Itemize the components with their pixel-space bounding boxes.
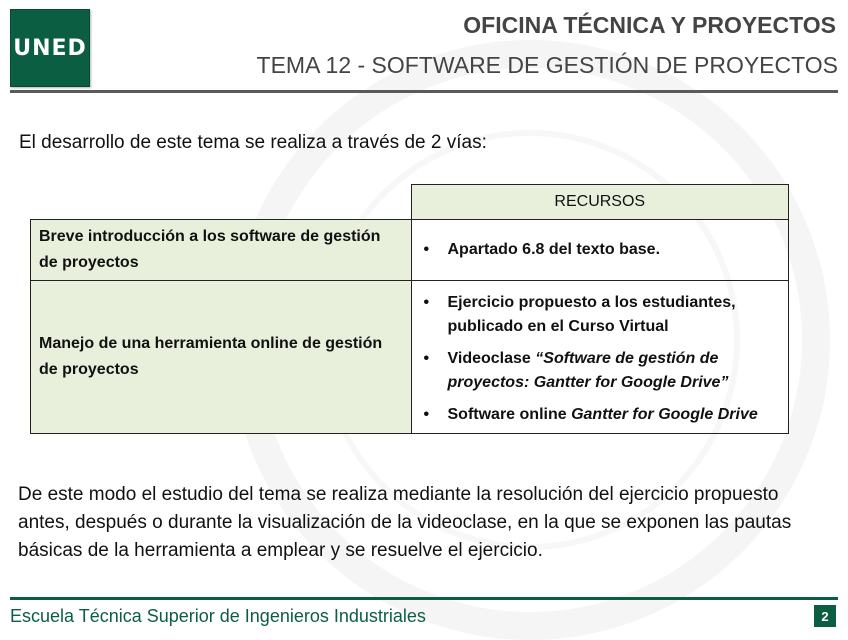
- topic-cell-tool: Manejo de una herramienta online de gestión de proyectos: [31, 281, 412, 434]
- header-title: OFICINA TÉCNICA Y PROYECTOS: [463, 12, 836, 38]
- table-corner: [31, 185, 412, 220]
- resource-item: • Videoclase “Software de gestión de proyectos: Gantter for Google Drive”: [448, 347, 781, 395]
- intro-text: El desarrollo de este tema se realiza a través de 2 vías:: [19, 132, 487, 153]
- resources-cell-tool: [411, 281, 789, 434]
- header-subtitle: TEMA 12 - SOFTWARE DE GESTIÓN DE PROYECTOS: [256, 52, 838, 78]
- resource-item: • Software online Gantter for Google Drive: [448, 403, 781, 427]
- topic-cell-intro: Breve introducción a los software de gestión de proyectos: [31, 220, 412, 281]
- resources-header: RECURSOS: [411, 185, 789, 220]
- header-divider: [10, 90, 838, 93]
- resources-table: [30, 184, 789, 434]
- uned-logo: UNED: [10, 9, 90, 87]
- body-paragraph: De este modo el estudio del tema se realiza mediante la resolución del ejercicio propuesto antes, después o durante la visualización de la videoclase, en la que se exponen las pautas básicas de la herramienta a emplear y se resuelve el ejercicio.: [18, 484, 792, 561]
- resource-item: • Ejercicio propuesto a los estudiantes, publicado en el Curso Virtual: [448, 291, 781, 339]
- footer-school: Escuela Técnica Superior de Ingenieros Industriales: [10, 606, 426, 626]
- resource-item: • Apartado 6.8 del texto base.: [448, 238, 781, 262]
- resources-cell-intro: [411, 220, 789, 281]
- footer-divider: [10, 597, 838, 600]
- page-number: 2: [814, 605, 836, 627]
